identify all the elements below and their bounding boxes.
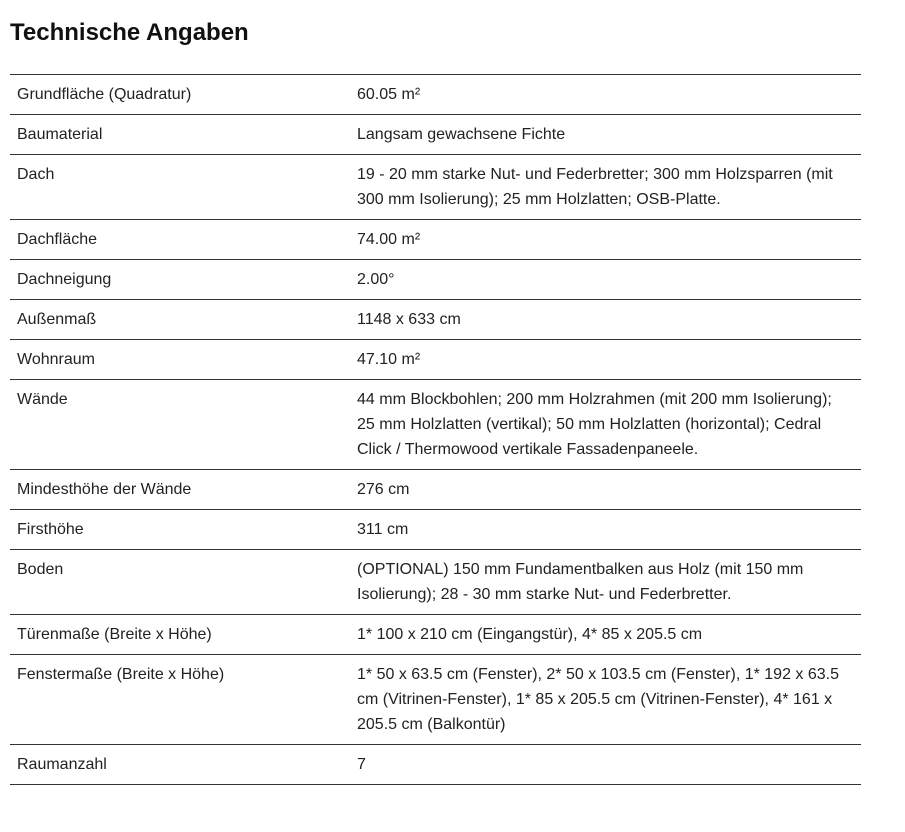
spec-label: Außenmaß	[17, 311, 97, 328]
table-row	[10, 380, 861, 470]
table-row	[10, 220, 861, 260]
table-row	[10, 75, 861, 115]
spec-value: 1148 x 633 cm	[357, 311, 461, 328]
table-row	[10, 655, 861, 745]
spec-value: (OPTIONAL) 150 mm Fundamentbalken aus Holz (mit 150 mm Isolierung); 28 - 30 mm starke Nut- und Federbretter.	[357, 561, 804, 603]
spec-value: 47.10 m²	[357, 351, 421, 368]
specs-table	[10, 74, 861, 785]
spec-label: Fenstermaße (Breite x Höhe)	[17, 666, 225, 683]
spec-label: Dachneigung	[17, 271, 112, 288]
table-row	[10, 745, 861, 785]
spec-label: Baumaterial	[17, 126, 103, 143]
spec-value: 276 cm	[357, 481, 410, 498]
spec-value: 74.00 m²	[357, 231, 421, 248]
table-row	[10, 510, 861, 550]
spec-value: 7	[357, 756, 366, 773]
spec-label: Wände	[17, 391, 68, 408]
spec-label: Raumanzahl	[17, 756, 107, 773]
table-row	[10, 300, 861, 340]
table-row	[10, 615, 861, 655]
spec-value: 1* 50 x 63.5 cm (Fenster), 2* 50 x 103.5 cm (Fenster), 1* 192 x 63.5 cm (Vitrinen-Fenster), 1* 85 x 205.5 cm (Vitrinen-Fenster), 4* 161 x 205.5 cm (Balkontür)	[357, 666, 840, 733]
table-row	[10, 550, 861, 615]
spec-label: Grundfläche (Quadratur)	[17, 86, 192, 103]
spec-value: 60.05 m²	[357, 86, 421, 103]
spec-value: 1* 100 x 210 cm (Eingangstür), 4* 85 x 205.5 cm	[357, 626, 703, 643]
spec-label: Dachfläche	[17, 231, 98, 248]
table-row	[10, 340, 861, 380]
spec-label: Wohnraum	[17, 351, 95, 368]
table-row	[10, 260, 861, 300]
spec-value: 311 cm	[357, 521, 409, 538]
spec-label: Dach	[17, 166, 55, 183]
spec-label: Mindesthöhe der Wände	[17, 481, 192, 498]
spec-label: Boden	[17, 561, 64, 578]
spec-label: Firsthöhe	[17, 521, 84, 538]
spec-label: Türenmaße (Breite x Höhe)	[17, 626, 212, 643]
spec-value: Langsam gewachsene Fichte	[357, 126, 566, 143]
spec-value: 19 - 20 mm starke Nut- und Federbretter; 300 mm Holzsparren (mit 300 mm Isolierung); 25 mm Holzlatten; OSB-Platte.	[357, 166, 833, 208]
table-row	[10, 155, 861, 220]
table-row	[10, 470, 861, 510]
spec-value: 44 mm Blockbohlen; 200 mm Holzrahmen (mit 200 mm Isolierung); 25 mm Holzlatten (vertikal); 50 mm Holzlatten (horizontal); Cedral Click / Thermowood vertikale Fassadenpaneele.	[357, 391, 832, 458]
spec-value: 2.00°	[357, 271, 395, 288]
table-row	[10, 115, 861, 155]
section-title: Technische Angaben	[10, 19, 249, 46]
